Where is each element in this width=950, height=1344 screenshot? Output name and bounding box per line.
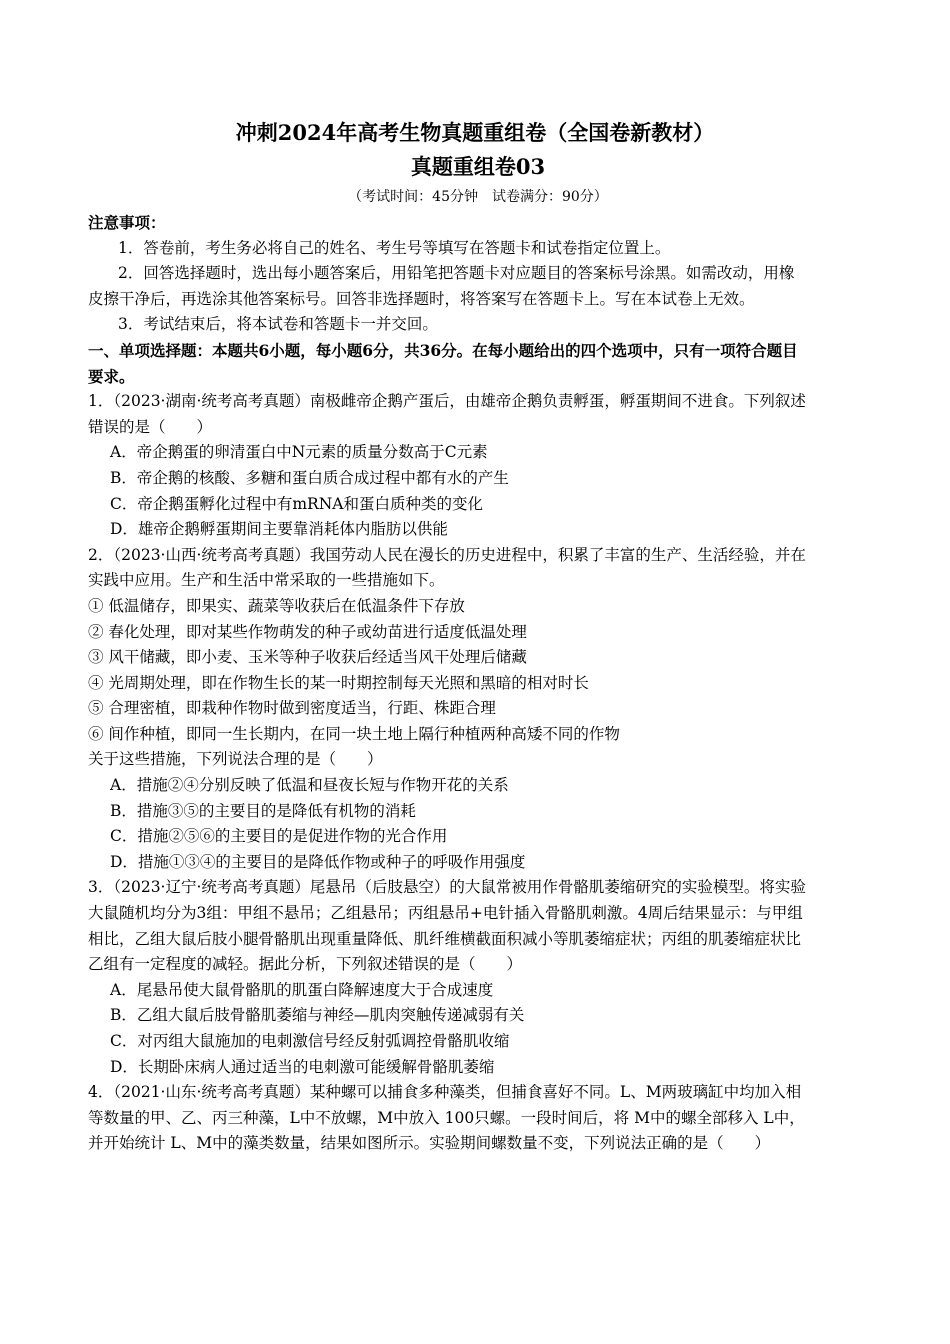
question-stem: 错误的是（ ） (88, 417, 213, 436)
question-2 (88, 543, 868, 876)
question-stem: 4．（2021·山东·统考高考真题）某种螺可以捕食多种藻类，但捕食喜好不同。L、M两玻璃缸中均加入相 (88, 1083, 802, 1102)
question-stem: 相比，乙组大鼠后肢小腿骨骼肌出现重量降低、肌纤维横截面积减小等肌萎缩症状；丙组的肌萎缩症状比 (88, 929, 802, 948)
question-1 (88, 389, 868, 543)
option-d: D．长期卧床病人通过适当的电刺激可能缓解骨骼肌萎缩 (110, 1057, 495, 1076)
option-a: A．帝企鹅蛋的卵清蛋白中N元素的质量分数高于C元素 (110, 443, 488, 462)
question-stem: 大鼠随机均分为3组：甲组不悬吊；乙组悬吊；丙组悬吊+电针插入骨骼肌刺激。4周后结果显示：与甲组 (88, 904, 803, 923)
section-heading-continued: 要求。 (88, 366, 135, 386)
measure-item: ② 春化处理，即对某些作物萌发的种子或幼苗进行适度低温处理 (88, 622, 527, 641)
question-stem: 1．（2023·湖南·统考高考真题）南极雌帝企鹅产蛋后，由雄帝企鹅负责孵蛋，孵蛋期间不进食。下列叙述 (88, 392, 806, 411)
exam-info: （考试时间：45分钟 试卷满分：90分） (348, 189, 608, 205)
page-title: 冲刺2024年高考生物真题重组卷（全国卷新教材） (235, 120, 715, 145)
option-b: B．措施③⑤的主要目的是降低有机物的消耗 (110, 801, 416, 820)
measure-item: ① 低温储存，即果实、蔬菜等收获后在低温条件下存放 (88, 596, 465, 615)
question-stem: 并开始统计 L、M中的藻类数量，结果如图所示。实验期间螺数量不变，下列说法正确的是（ ） (88, 1134, 771, 1153)
page-subtitle: 真题重组卷03 (410, 154, 546, 179)
question-stem: 等数量的甲、乙、丙三种藻，L中不放螺，M中放入 100只螺。一段时间后，将 M中的螺全部移入 L中， (88, 1108, 805, 1127)
notice-item: 3．考试结束后，将本试卷和答题卡一并交回。 (118, 315, 438, 334)
notice-item: 1．答卷前，考生务必将自己的姓名、考生号等填写在答题卡和试卷指定位置上。 (118, 238, 671, 257)
section-heading: 一、单项选择题：本题共6小题，每小题6分，共36分。在每小题给出的四个选项中，只有一项符合题目 (88, 340, 798, 360)
option-b: B．乙组大鼠后肢骨骼肌萎缩与神经—肌肉突触传递减弱有关 (110, 1006, 525, 1025)
option-c: C．对丙组大鼠施加的电刺激信号经反射弧调控骨骼肌收缩 (110, 1032, 510, 1050)
notice-item-continued: 皮擦干净后，再选涂其他答案标号。回答非选择题时，将答案写在答题卡上。写在本试卷上无效。 (88, 289, 755, 308)
notice-item: 2．回答选择题时，选出每小题答案后，用铅笔把答题卡对应题目的答案标号涂黑。如需改动，用橡 (118, 264, 795, 283)
question-stem: 乙组有一定程度的减轻。据此分析，下列叙述错误的是（ ） (88, 955, 523, 974)
measure-item: ③ 风干储藏，即小麦、玉米等种子收获后经适当风干处理后储藏 (88, 648, 527, 667)
notice-heading: 注意事项： (88, 213, 166, 232)
option-b: B．帝企鹅的核酸、多糖和蛋白质合成过程中都有水的产生 (110, 468, 509, 487)
option-a: A．尾悬吊使大鼠骨骼肌的肌蛋白降解速度大于合成速度 (110, 980, 494, 999)
measure-item: ④ 光周期处理，即在作物生长的某一时期控制每天光照和黑暗的相对时长 (88, 673, 589, 692)
measure-item: ⑥ 间作种植，即同一生长期内，在同一块土地上隔行种植两种高矮不同的作物 (88, 724, 620, 743)
question-stem: 2．（2023·山西·统考高考真题）我国劳动人民在漫长的历史进程中，积累了丰富的生产、生活经验，并在 (88, 545, 806, 564)
measure-item: ⑤ 合理密植，即栽种作物时做到密度适当，行距、株距合理 (88, 699, 496, 718)
option-a: A．措施②④分别反映了低温和昼夜长短与作物开花的关系 (110, 776, 509, 795)
question-4 (88, 1080, 868, 1157)
option-c: C．帝企鹅蛋孵化过程中有mRNA和蛋白质种类的变化 (110, 494, 483, 513)
option-d: D．雄帝企鹅孵蛋期间主要靠消耗体内脂肪以供能 (110, 520, 448, 539)
option-d: D．措施①③④的主要目的是降低作物或种子的呼吸作用强度 (110, 852, 526, 871)
question-stem: 实践中应用。生产和生活中常采取的一些措施如下。 (88, 571, 445, 590)
question-prompt: 关于这些措施，下列说法合理的是（ ） (88, 750, 383, 769)
option-c: C．措施②⑤⑥的主要目的是促进作物的光合作用 (110, 827, 448, 846)
question-stem: 3．（2023·辽宁·统考高考真题）尾悬吊（后肢悬空）的大鼠常被用作骨骼肌萎缩研究的实验模型。将实验 (88, 878, 806, 897)
question-3 (88, 875, 868, 1080)
